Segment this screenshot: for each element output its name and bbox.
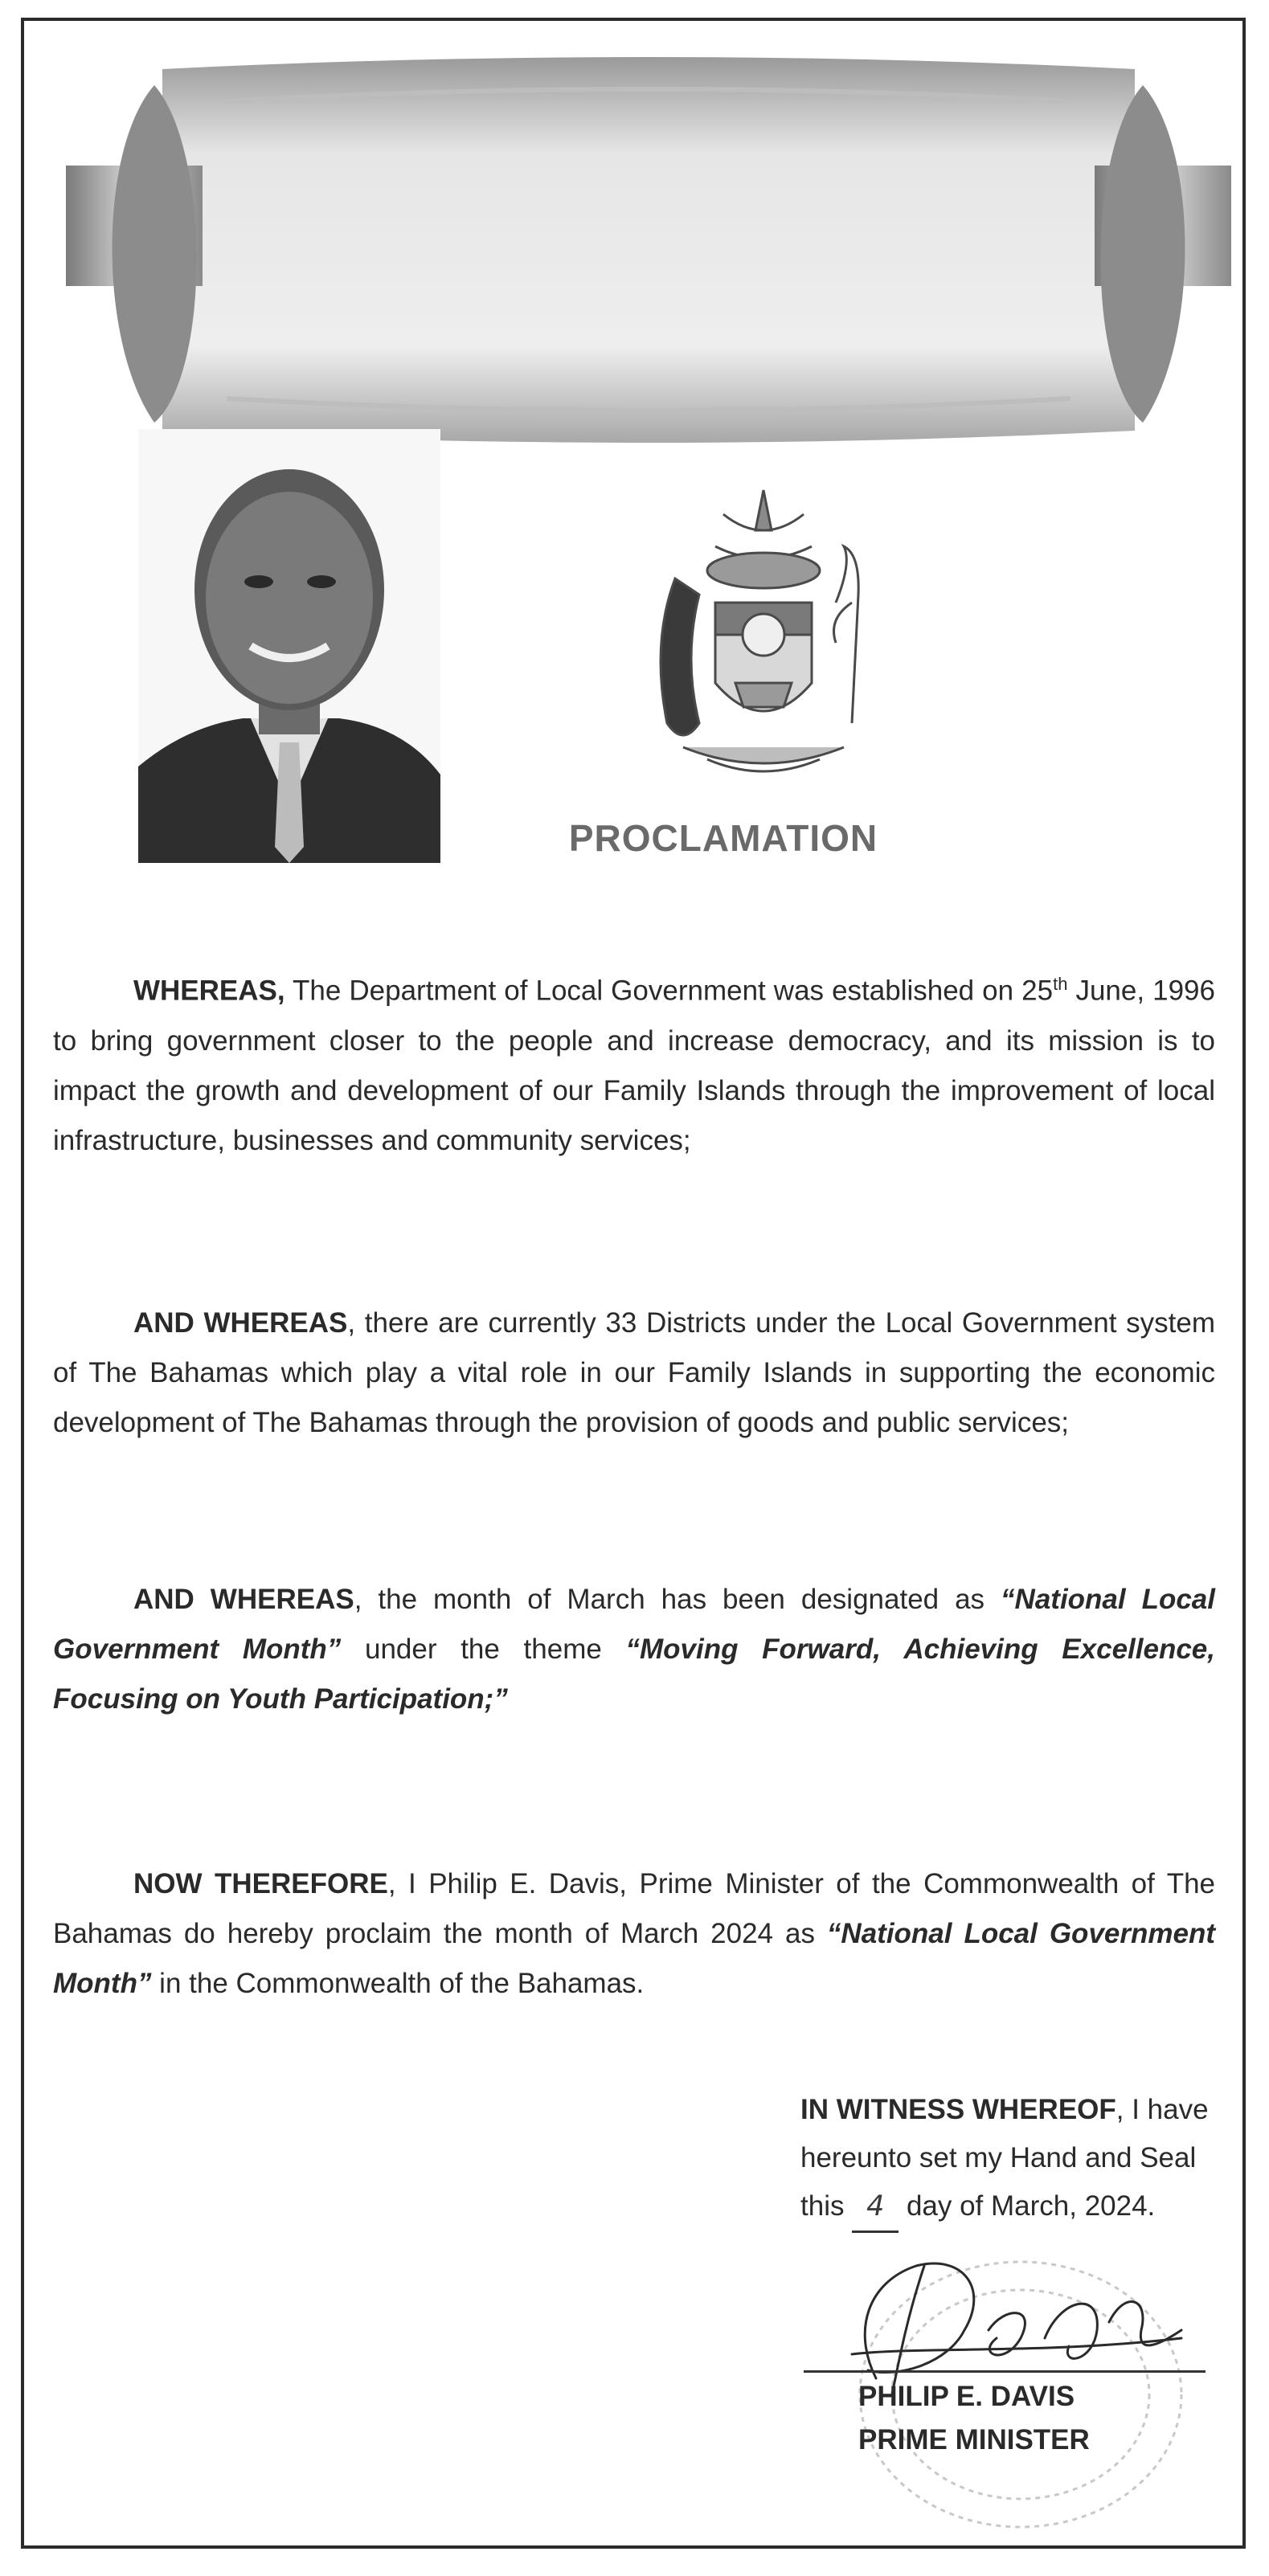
signature-line — [804, 2370, 1206, 2373]
paragraph-lead: WHEREAS, — [133, 975, 285, 1007]
day-value: 4 — [852, 2182, 899, 2233]
signatory-name: PHILIP E. DAVIS — [858, 2381, 1075, 2412]
paragraph-text: The Department of Local Government was established on 25 — [285, 975, 1054, 1007]
witness-line-2: hereunto set my Hand and Seal — [800, 2142, 1197, 2173]
witness-block — [800, 2086, 1218, 2233]
whereas-paragraph-3 — [53, 1575, 1215, 1724]
witness-line-3-suffix: day of March, 2024. — [906, 2190, 1156, 2222]
witness-line-3-prefix: this — [800, 2190, 845, 2222]
signatory-block — [858, 2375, 1196, 2462]
paragraph-text: , there are currently 33 Districts under the Local Government system of The Bahamas which play a vital role in our Family Islands in supporting the economic development of The Bahamas through the provision of goods and public services; — [53, 1307, 1216, 1438]
paragraph-text: , I Philip E. Davis, Prime Minister of the Commonwealth of The Bahamas do hereby proclaim the month of March 2024 as — [53, 1868, 1215, 1949]
witness-line-3 — [800, 2182, 1218, 2233]
designation-name: “National Local Government Month” — [53, 1918, 1215, 1999]
whereas-paragraph-2 — [53, 1298, 1215, 1448]
paragraph-text: , the month of March has been designated as — [354, 1584, 1001, 1615]
paragraph-lead: AND WHEREAS — [133, 1584, 354, 1615]
now-therefore-paragraph — [53, 1859, 1215, 2009]
whereas-paragraph-1 — [53, 959, 1215, 1166]
witness-line-1-rest: , I have — [1115, 2094, 1209, 2125]
designation-name: “National Local Government Month” — [53, 1584, 1215, 1665]
ordinal-suffix: th — [1053, 974, 1068, 994]
signatory-position: PRIME MINISTER — [858, 2424, 1090, 2455]
paragraph-text-continued: under the theme — [341, 1634, 626, 1665]
paragraph-text-continued: June, 1996 to bring government closer to the people and increase democracy, and its mission is to impact the growth and development of our Family Islands through the improvement of local infrastructure, businesses and community services; — [53, 975, 1215, 1156]
witness-line-1 — [800, 2086, 1218, 2134]
paragraph-lead: NOW THEREFORE — [133, 1868, 388, 1899]
paragraph-text-continued: in the Commonwealth of the Bahamas. — [151, 1968, 645, 1999]
proclamation-title: PROCLAMATION — [568, 817, 878, 859]
theme-name: “Moving Forward, Achieving Excellence, Focusing on Youth Participation;” — [53, 1634, 1215, 1715]
scroll-banner-image — [66, 53, 1231, 447]
witness-lead: IN WITNESS WHEREOF — [800, 2094, 1116, 2125]
paragraph-lead: AND WHEREAS — [133, 1307, 348, 1339]
coat-of-arms-emblem — [635, 482, 892, 787]
portrait-photo — [138, 429, 440, 863]
